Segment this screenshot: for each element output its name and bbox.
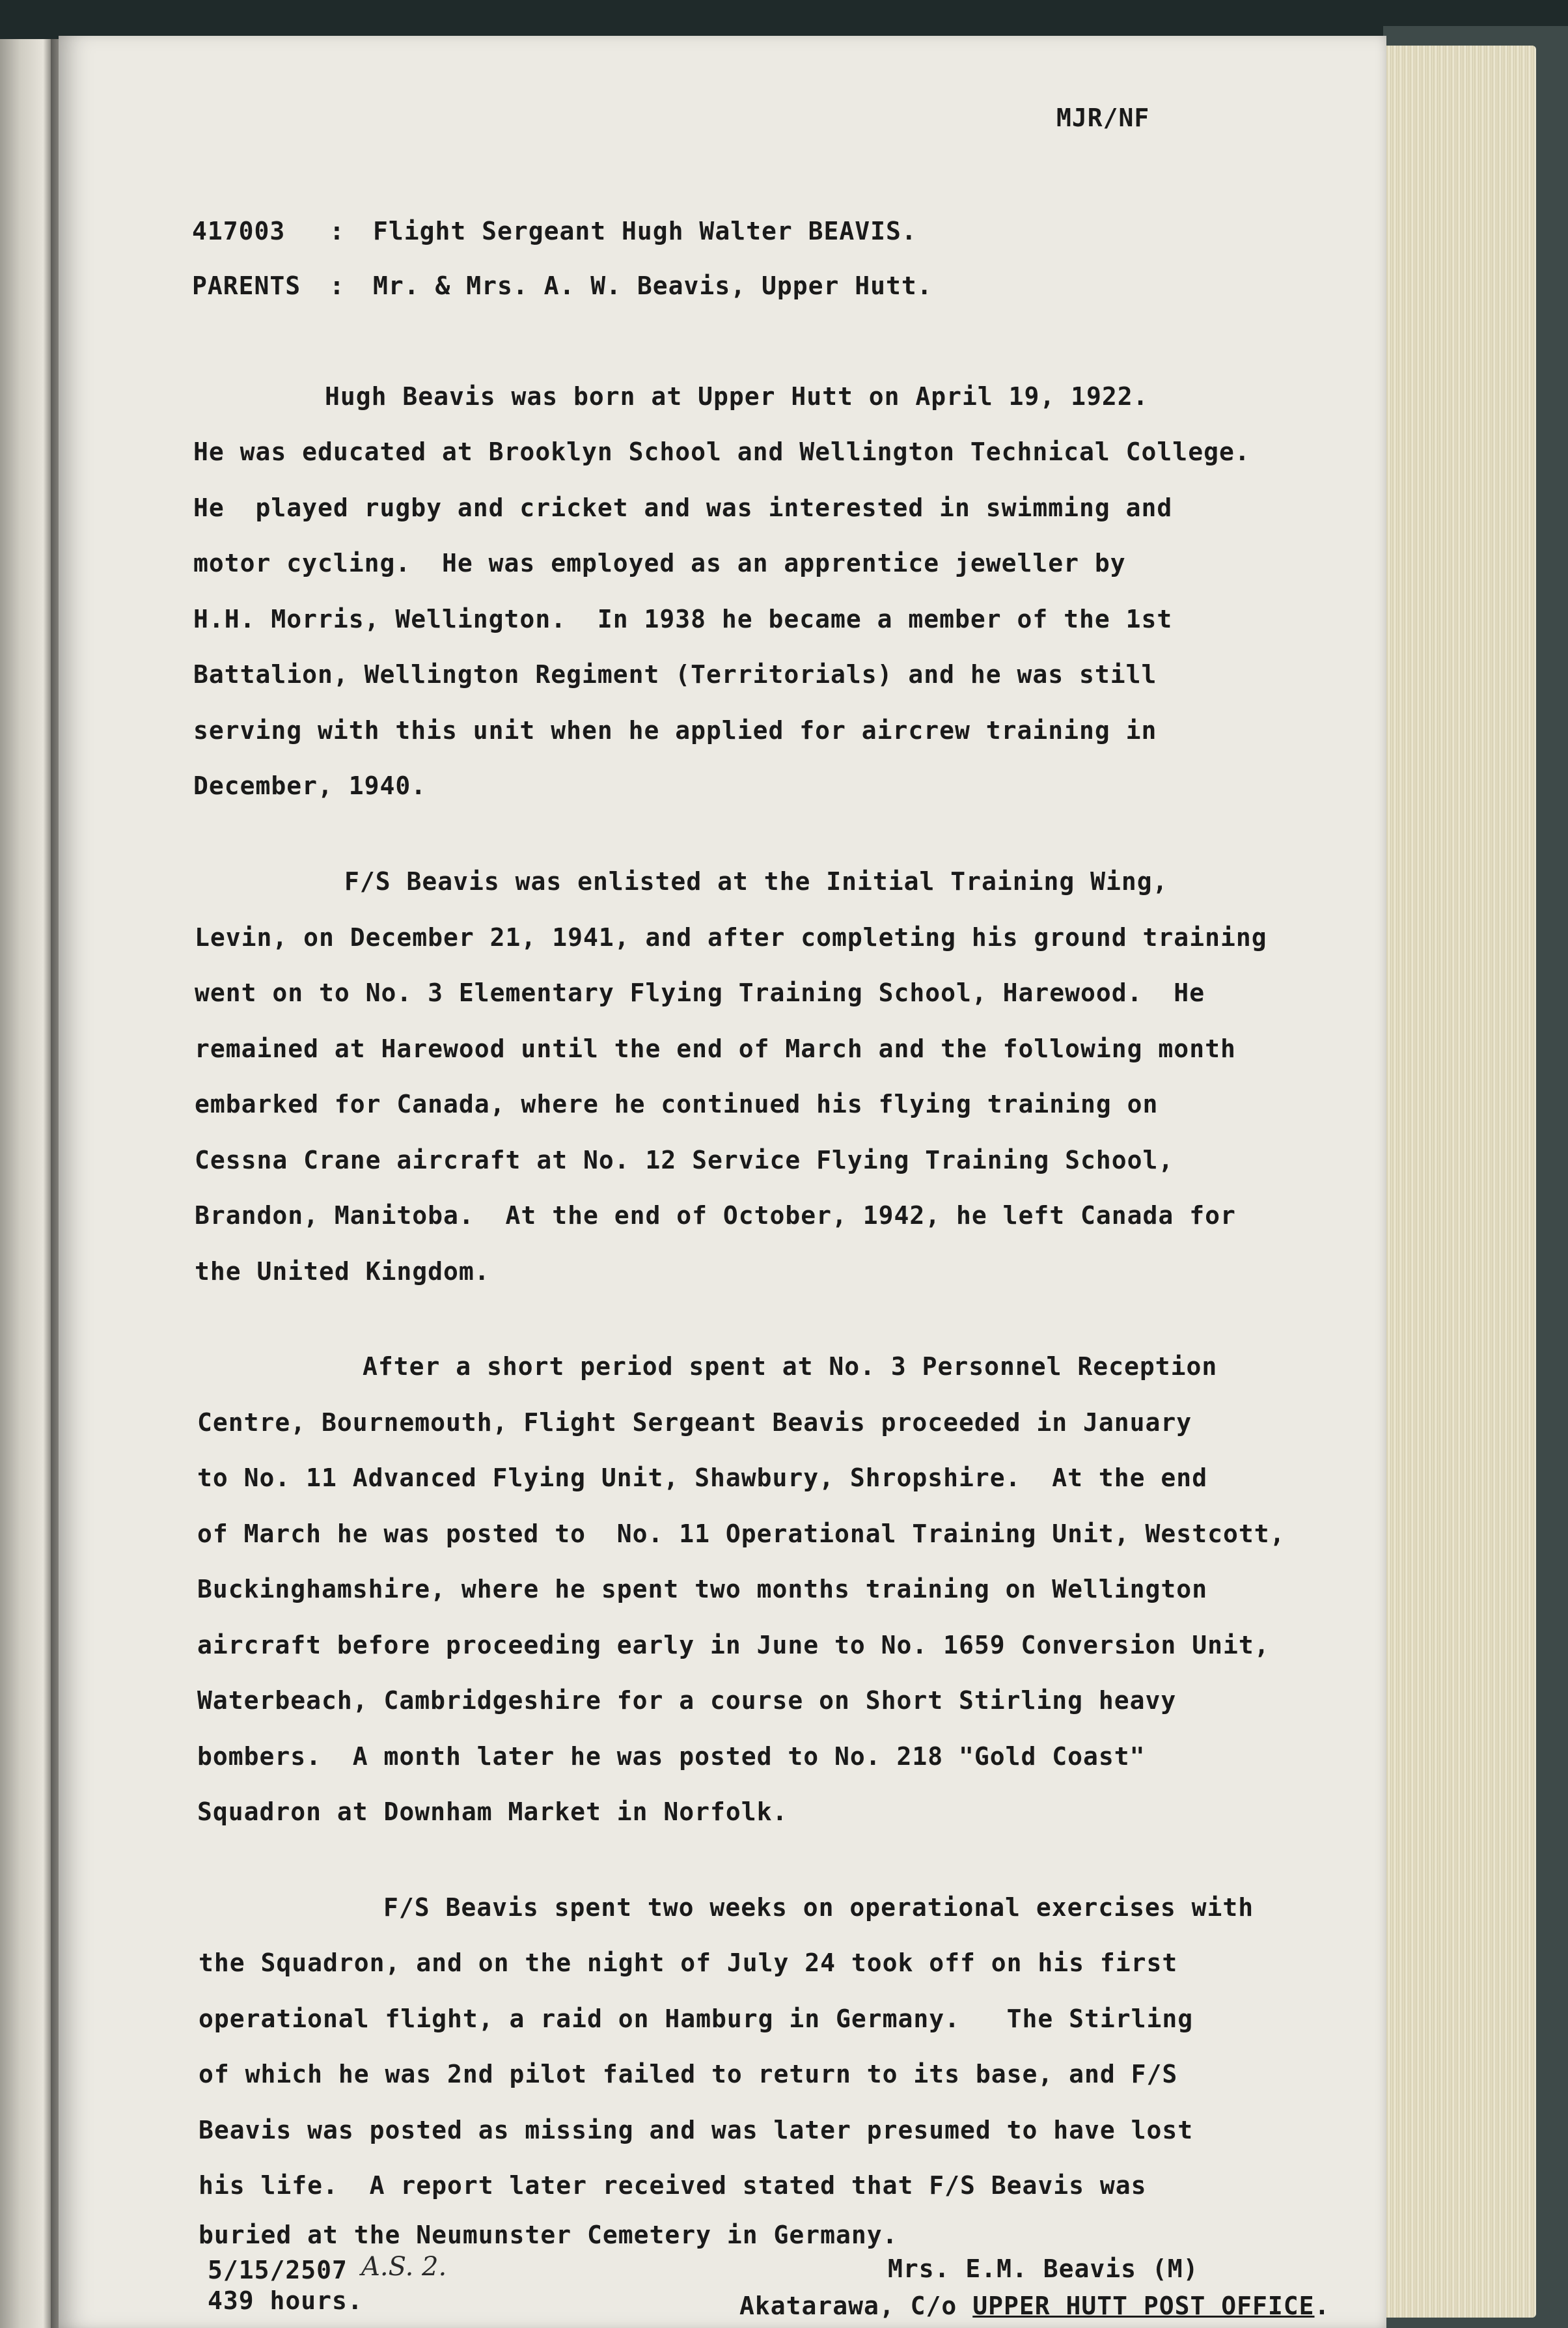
parents-names: Mr. & Mrs. A. W. Beavis, Upper Hutt.	[373, 271, 933, 300]
body-line: December, 1940.	[193, 771, 427, 800]
body-line: Squadron at Downham Market in Norfolk.	[197, 1797, 788, 1826]
body-line: embarked for Canada, where he continued his flying training on	[195, 1090, 1159, 1118]
header-separator: :	[329, 271, 345, 300]
body-line: F/S Beavis spent two weeks on operational exercises with	[383, 1893, 1254, 1922]
body-line: Levin, on December 21, 1941, and after completing his ground training	[195, 923, 1267, 952]
page-stack-edge	[1373, 46, 1536, 2318]
body-line: Centre, Bournemouth, Flight Sergeant Beavis proceeded in January	[197, 1408, 1192, 1437]
document-page	[59, 36, 1386, 2328]
address-prefix: Akatarawa, C/o	[739, 2292, 957, 2320]
handwritten-initials: A.S. 2.	[361, 2252, 447, 2282]
reference-code: MJR/NF	[1056, 104, 1150, 132]
body-line: serving with this unit when he applied for aircrew training in	[193, 716, 1157, 745]
body-line: Buckinghamshire, where he spent two months training on Wellington	[197, 1575, 1208, 1603]
parents-label: PARENTS	[192, 271, 301, 300]
body-line: He played rugby and cricket and was interested in swimming and	[193, 493, 1173, 522]
body-line: of which he was 2nd pilot failed to return to its base, and F/S	[199, 2060, 1178, 2088]
body-line: buried at the Neumunster Cemetery in Germany.	[199, 2221, 898, 2249]
body-line: the United Kingdom.	[195, 1257, 490, 1286]
file-reference: 5/15/2507	[208, 2256, 348, 2284]
facing-page-edge	[0, 39, 51, 2328]
body-line: F/S Beavis was enlisted at the Initial Training Wing,	[344, 867, 1168, 896]
body-line: of March he was posted to No. 11 Operational Training Unit, Westcott,	[197, 1519, 1286, 1548]
body-line: remained at Harewood until the end of March and the following month	[195, 1034, 1236, 1063]
body-line: After a short period spent at No. 3 Personnel Reception	[363, 1352, 1218, 1381]
service-number: 417003	[192, 217, 286, 245]
body-line: the Squadron, and on the night of July 24 took off on his first	[199, 1948, 1178, 1977]
body-line: Battalion, Wellington Regiment (Territorials) and he was still	[193, 660, 1157, 689]
body-line: motor cycling. He was employed as an apprentice jeweller by	[193, 549, 1126, 577]
body-line: went on to No. 3 Elementary Flying Training School, Harewood. He	[195, 978, 1205, 1007]
address-end: .	[1314, 2292, 1330, 2320]
body-line: Beavis was posted as missing and was later presumed to have lost	[199, 2116, 1194, 2144]
body-line: aircraft before proceeding early in June to No. 1659 Conversion Unit,	[197, 1631, 1270, 1659]
address-underlined: UPPER HUTT POST OFFICE	[972, 2292, 1315, 2320]
body-line: to No. 11 Advanced Flying Unit, Shawbury, Shropshire. At the end	[197, 1463, 1208, 1492]
header-separator: :	[329, 217, 345, 245]
airman-name: Flight Sergeant Hugh Walter BEAVIS.	[373, 217, 917, 245]
addressee-address	[739, 2292, 1330, 2320]
body-line: Hugh Beavis was born at Upper Hutt on April 19, 1922.	[325, 382, 1149, 411]
body-line: operational flight, a raid on Hamburg in Germany. The Stirling	[199, 2004, 1194, 2033]
body-line: Brandon, Manitoba. At the end of October, 1942, he left Canada for	[195, 1201, 1236, 1230]
hours-flown: 439 hours.	[208, 2286, 363, 2315]
body-line: Waterbeach, Cambridgeshire for a course on Short Stirling heavy	[197, 1686, 1177, 1715]
body-line: Cessna Crane aircraft at No. 12 Service Flying Training School,	[195, 1146, 1174, 1174]
body-line: He was educated at Brooklyn School and Wellington Technical College.	[193, 437, 1250, 466]
body-line: his life. A report later received stated that F/S Beavis was	[199, 2171, 1147, 2200]
addressee-name: Mrs. E.M. Beavis (M)	[888, 2254, 1199, 2283]
body-line: bombers. A month later he was posted to No. 218 "Gold Coast"	[197, 1742, 1146, 1771]
body-line: H.H. Morris, Wellington. In 1938 he became a member of the 1st	[193, 605, 1173, 633]
